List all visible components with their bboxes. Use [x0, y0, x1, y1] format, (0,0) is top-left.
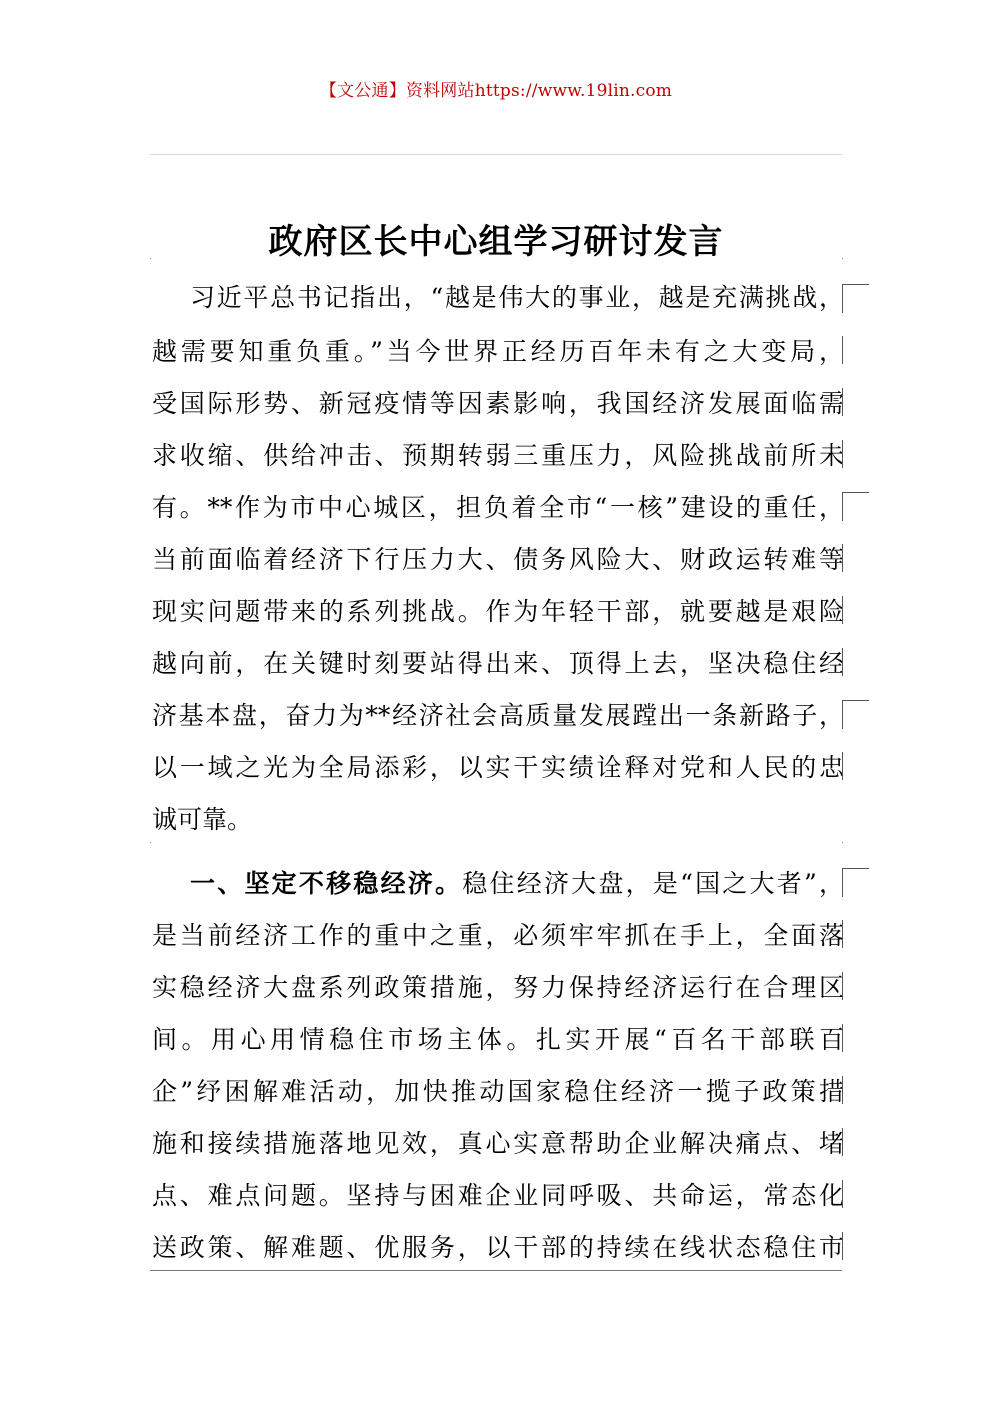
margin-bar-mark	[842, 752, 843, 780]
intro-line: 现实问题带来的系列挑战。作为年轻干部，就要越是艰险	[152, 597, 844, 626]
section1-line: 点、难点问题。坚持与困难企业同呼吸、共命运，常态化	[152, 1181, 844, 1210]
intro-line: 有。**作为市中心城区，担负着全市“一核”建设的重任，	[152, 493, 844, 522]
header-divider	[150, 154, 842, 155]
corner-dot	[150, 842, 151, 843]
margin-corner-mark	[842, 284, 869, 313]
intro-line: 诚可靠。	[152, 805, 253, 834]
section1-line: 是当前经济工作的重中之重，必须牢牢抓在手上，全面落	[152, 921, 844, 950]
section1-line: 企”纾困解难活动，加快推动国家稳住经济一揽子政策措	[152, 1077, 844, 1106]
intro-line: 求收缩、供给冲击、预期转弱三重压力，风险挑战前所未	[152, 441, 844, 470]
margin-bar-mark	[842, 1024, 843, 1052]
intro-line: 济基本盘，奋力为**经济社会高质量发展蹚出一条新路子，	[152, 701, 844, 730]
corner-dot	[842, 258, 843, 259]
margin-bar-mark	[842, 1232, 843, 1260]
margin-bar-mark	[842, 1076, 843, 1104]
margin-corner-mark	[842, 700, 869, 729]
margin-bar-mark	[842, 648, 843, 676]
margin-bar-mark	[842, 336, 843, 364]
section1-line: 实稳经济大盘系列政策措施，努力保持经济运行在合理区	[152, 973, 844, 1002]
page-title: 政府区长中心组学习研讨发言	[268, 222, 724, 262]
section1-line-rest: 稳住经济大盘，是“国之大者”，	[462, 869, 844, 898]
margin-bar-mark	[842, 440, 843, 468]
margin-bar-mark	[842, 1180, 843, 1208]
intro-line: 越向前，在关键时刻要站得出来、顶得上去，坚决稳住经	[152, 649, 844, 678]
margin-bar-mark	[842, 544, 843, 572]
margin-bar-mark	[842, 972, 843, 1000]
corner-dot	[842, 842, 843, 843]
intro-line: 当前面临着经济下行压力大、债务风险大、财政运转难等	[152, 545, 844, 574]
margin-corner-mark	[842, 492, 869, 521]
section1-line: 送政策、解难题、优服务，以干部的持续在线状态稳住市	[152, 1233, 844, 1262]
section1-line: 施和接续措施落地见效，真心实意帮助企业解决痛点、堵	[152, 1129, 844, 1158]
intro-line: 习近平总书记指出，“越是伟大的事业，越是充满挑战，	[190, 283, 844, 312]
section1-line: 间。用心用情稳住市场主体。扎实开展“百名干部联百	[152, 1025, 844, 1054]
intro-line: 越需要知重负重。”当今世界正经历百年未有之大变局，	[152, 337, 844, 366]
corner-dot	[150, 258, 151, 259]
source-banner[interactable]: 【文公通】资料网站https://www.19lin.com	[319, 81, 673, 101]
page-bottom-rule	[150, 1270, 842, 1271]
intro-line: 受国际形势、新冠疫情等因素影响，我国经济发展面临需	[152, 389, 844, 418]
margin-bar-mark	[842, 388, 843, 416]
section-heading: 一、坚定不移稳经济。	[190, 869, 463, 898]
section1-first-line	[190, 858, 844, 910]
margin-bar-mark	[842, 1128, 843, 1156]
intro-line: 以一域之光为全局添彩，以实干实绩诠释对党和人民的忠	[152, 753, 844, 782]
margin-corner-mark	[842, 868, 869, 897]
margin-bar-mark	[842, 920, 843, 948]
margin-bar-mark	[842, 596, 843, 624]
